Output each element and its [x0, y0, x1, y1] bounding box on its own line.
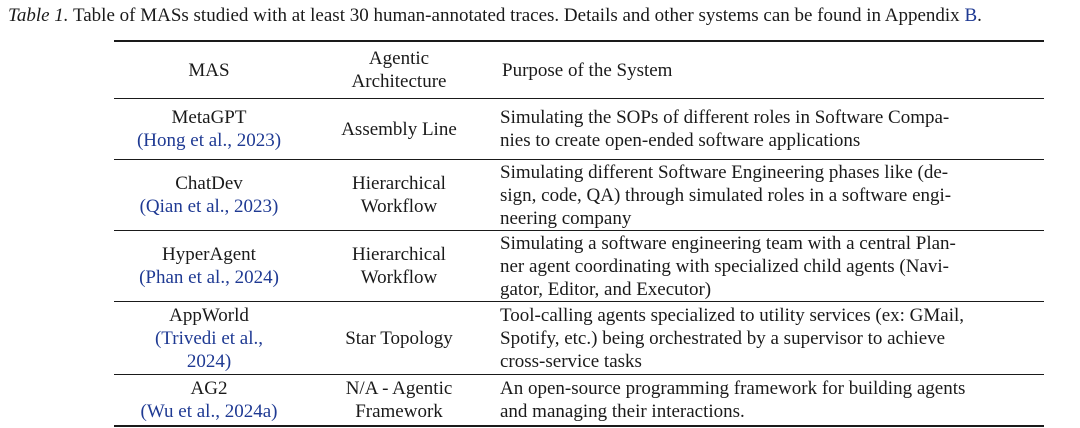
table-row — [114, 302, 1044, 375]
header-arch-line1: Agentic — [368, 48, 430, 69]
arch-line1: Hierarchical — [352, 244, 446, 265]
citation-link-cont[interactable]: 2024) — [186, 350, 232, 372]
caption-end: . — [977, 5, 982, 26]
table-header-row — [114, 41, 1044, 99]
purpose-line: Spotify, etc.) being orchestrated by a supervisor to achieve — [500, 327, 946, 349]
header-architecture — [304, 41, 494, 99]
purpose-line: cross-service tasks — [500, 350, 642, 372]
cell-purpose — [494, 99, 1044, 160]
purpose-line: Simulating a software engineering team with a central Plan- — [500, 232, 956, 254]
arch-line1: N/A - Agentic — [345, 378, 453, 399]
mas-name: MetaGPT — [171, 107, 247, 128]
citation-link[interactable]: (Phan et al., 2024) — [139, 267, 279, 288]
purpose-line: Simulating different Software Engineering phases like (de- — [500, 161, 949, 183]
purpose-line: nies to create open-ended software applications — [500, 130, 861, 151]
purpose-line: neering company — [500, 207, 632, 229]
table-row — [114, 231, 1044, 302]
arch-line2: Workflow — [360, 267, 438, 288]
header-mas: MAS — [188, 59, 230, 81]
cell-mas — [114, 160, 304, 231]
mas-name: HyperAgent — [162, 244, 256, 265]
mas-name: AppWorld — [169, 304, 249, 326]
appendix-link[interactable]: B — [964, 5, 978, 26]
arch-line1: Hierarchical — [352, 173, 446, 194]
mas-table — [114, 40, 1044, 427]
cell-purpose — [494, 375, 1044, 427]
citation-link[interactable]: (Wu et al., 2024a) — [140, 401, 278, 422]
purpose-line: sign, code, QA) through simulated roles in a software engi- — [500, 184, 952, 206]
purpose-line: and managing their interactions. — [500, 401, 745, 422]
citation-link[interactable]: (Hong et al., 2023) — [136, 130, 282, 151]
table-caption — [8, 4, 1078, 28]
header-arch-line2: Architecture — [351, 71, 447, 92]
purpose-line: Simulating the SOPs of different roles in Software Compa- — [500, 107, 950, 128]
citation-link[interactable]: (Qian et al., 2023) — [139, 196, 279, 217]
cell-mas — [114, 99, 304, 160]
cell-architecture — [304, 231, 494, 302]
mas-name: ChatDev — [175, 173, 243, 194]
purpose-line: gator, Editor, and Executor) — [500, 278, 712, 300]
citation-link[interactable]: (Trivedi et al., — [154, 327, 263, 349]
caption-text: Table of MASs studied with at least 30 human-annotated traces. Details and other systems can be found in Appendix — [68, 5, 965, 26]
cell-purpose — [494, 302, 1044, 375]
purpose-line: An open-source programming framework for building agents — [500, 378, 966, 399]
cell-purpose — [494, 160, 1044, 231]
caption-label: Table 1. — [8, 5, 69, 26]
mas-name: AG2 — [190, 378, 228, 399]
cell-architecture — [304, 302, 494, 375]
cell-mas — [114, 231, 304, 302]
header-purpose: Purpose of the System — [502, 59, 673, 81]
arch-line2: Framework — [355, 401, 443, 422]
table-row — [114, 375, 1044, 427]
cell-purpose — [494, 231, 1044, 302]
arch-line1: Assembly Line — [341, 118, 457, 140]
cell-architecture — [304, 375, 494, 427]
cell-mas — [114, 302, 304, 375]
table-row — [114, 160, 1044, 231]
arch-line1: Star Topology — [345, 327, 453, 349]
table-row — [114, 99, 1044, 160]
cell-architecture — [304, 99, 494, 160]
cell-architecture — [304, 160, 494, 231]
purpose-line: Tool-calling agents specialized to utility services (ex: GMail, — [500, 304, 965, 326]
cell-mas — [114, 375, 304, 427]
arch-line2: Workflow — [360, 196, 438, 217]
purpose-line: ner agent coordinating with specialized child agents (Navi- — [500, 255, 949, 277]
